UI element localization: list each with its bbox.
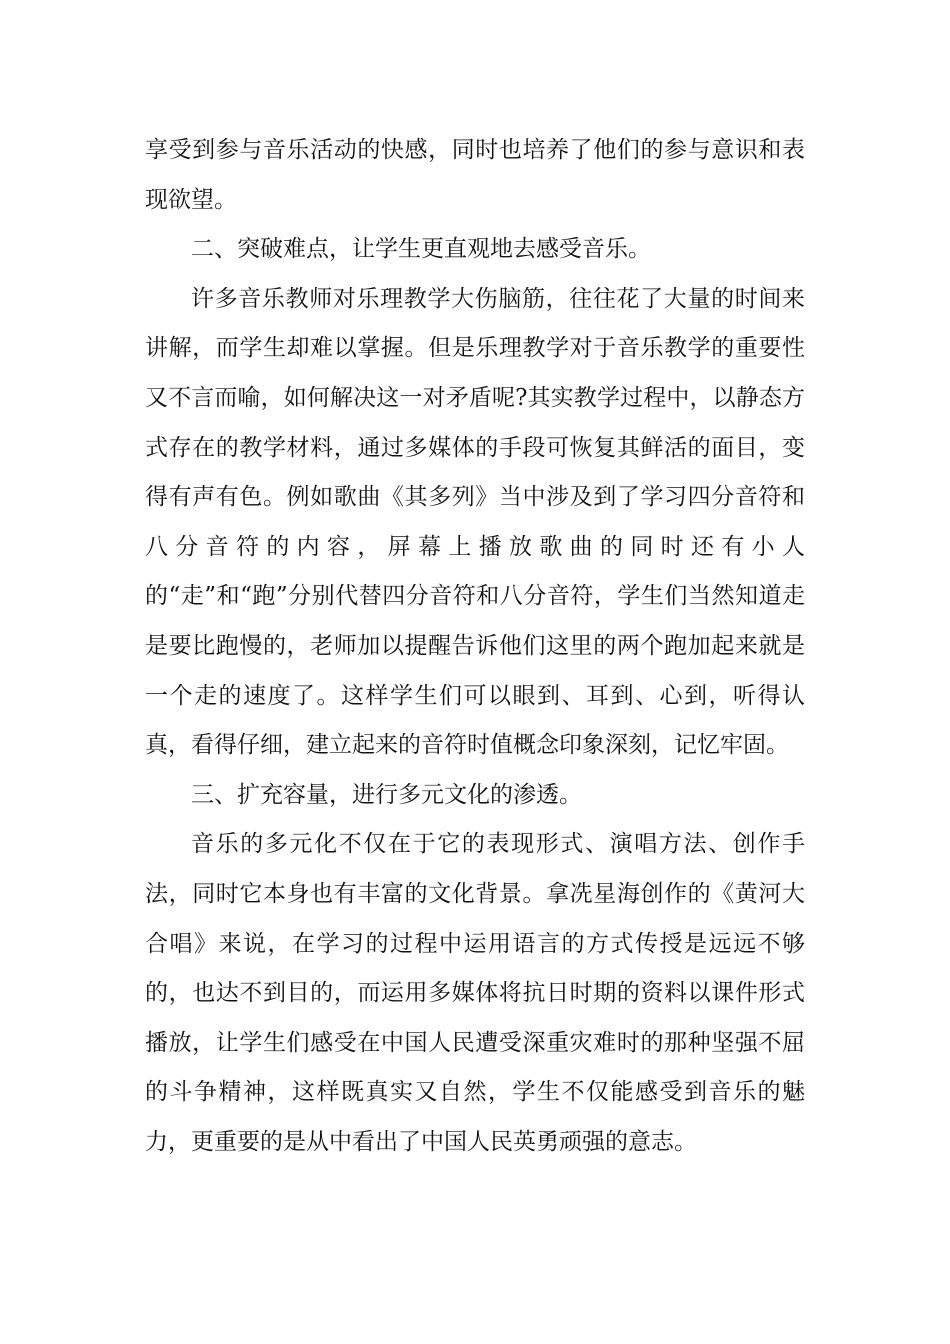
text-line: 来就是一个走的速度了。这样学生们可以眼到、耳到、心到，: [145, 632, 806, 709]
text-line: 也达不到目的，而运用多媒体将抗日时期的资料以课件形式播: [145, 980, 806, 1056]
text-line: 道走是要比跑慢的，老师加以提醒告诉他们这里的两个跑加起: [145, 583, 805, 659]
text-line: 态方式存在的教学材料，通过多媒体的手段可恢复其鲜活的面: [145, 384, 805, 461]
text-line: 享受到参与音乐活动的快感，同时也培养了他们的参与意识和: [145, 137, 782, 163]
text-line: 性又不言而喻，如何解决这一对矛盾呢?其实教学过程中，以静: [145, 335, 805, 411]
paragraph-continued: [145, 126, 805, 225]
heading-text: 二、突破难点，让学生更直观地去感受音乐。: [191, 236, 651, 263]
section-heading-2: [145, 225, 805, 275]
text-line: 分音符和八分音符的内容，屏幕上播放歌曲的同时还有小人的: [145, 484, 806, 610]
paragraph-music-theory: [145, 275, 805, 771]
document-body: [145, 126, 805, 1167]
text-line: 音乐的多元化不仅在于它的表现形式、演唱方法、创作手法，: [145, 831, 805, 907]
heading-text: 三、扩充容量，进行多元文化的渗透。: [191, 781, 582, 808]
text-line: 唱》来说，在学习的过程中运用语言的方式传授是远远不够的，: [145, 930, 805, 1007]
text-line: “走”和“跑”分别代替四分音符和八分音符，学生们当然知: [168, 583, 759, 610]
text-line: 同时它本身也有丰富的文化背景。拿冼星海创作的《黄河大合: [145, 880, 806, 957]
text-line: 的斗争精神，这样既真实又自然，学生不仅能感受到音乐的魅: [145, 1079, 805, 1106]
text-line: 讲解，而学生却难以掌握。但是乐理教学对于音乐教学的重要: [145, 335, 782, 362]
text-line: 表现欲望。: [145, 137, 805, 213]
text-line: 听得认真，看得仔细，建立起来的音符时值概念印象深刻，记: [145, 682, 805, 759]
text-line: 目，变得有声有色。例如歌曲《其多列》当中涉及到了学习四: [145, 434, 806, 511]
text-line: 忆牢固。: [697, 732, 789, 759]
paragraph-multicultural: [145, 820, 805, 1167]
section-heading-3: [145, 771, 805, 821]
text-line: 放，让学生们感受在中国人民遭受深重灾难时的那种坚强不屈: [168, 1029, 806, 1056]
text-line: 许多音乐教师对乐理教学大伤脑筋，往往花了大量的时间来: [191, 285, 805, 312]
text-line: 力，更重要的是从中看出了中国人民英勇顽强的意志。: [145, 1128, 697, 1155]
